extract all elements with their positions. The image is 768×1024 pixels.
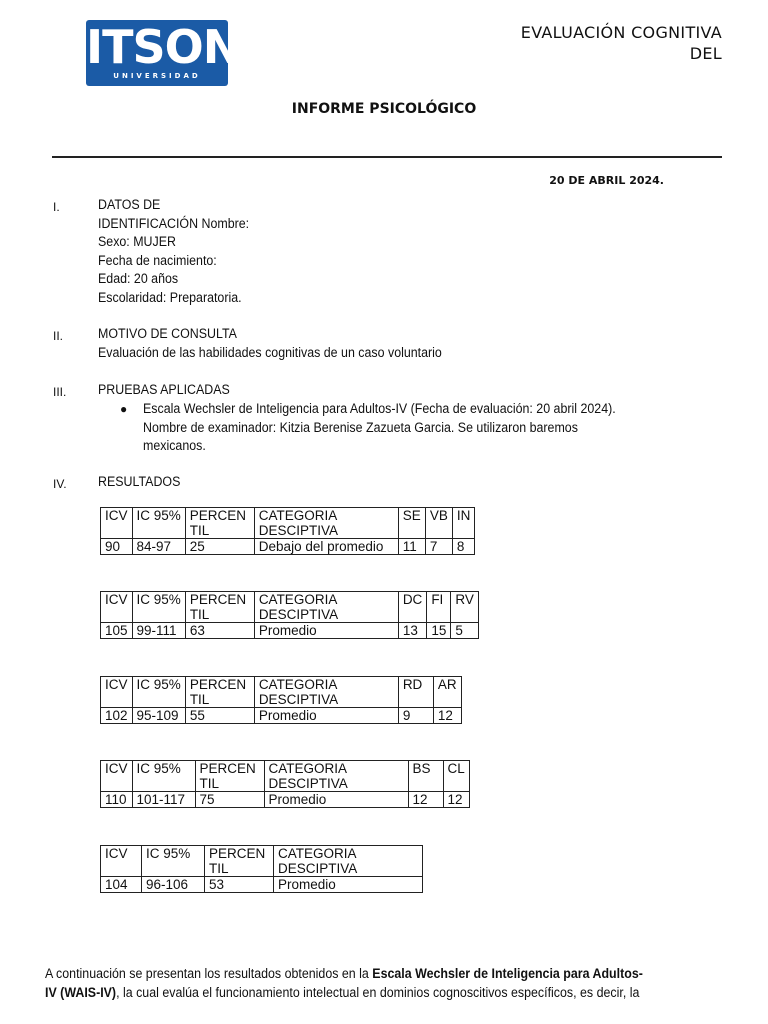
table-header-cell: IN [452,508,475,539]
table-header-cell [254,677,398,708]
results-table-1 [100,507,475,555]
category-header: CATEGORIA DESCIPTIVA [258,592,339,622]
section-4-number: IV. [53,477,67,491]
table-header-cell: ICV [101,846,142,877]
table-cell: Promedio [254,708,398,724]
table-cell: 12 [443,792,469,808]
paragraph-bold-text: Escala Wechsler de Inteligencia para Adultos- [372,966,643,981]
table-header-cell: RD [398,677,433,708]
bullet-line: mexicanos. [143,438,206,453]
section-1-line: Fecha de nacimiento: [98,252,217,268]
table-header-cell [185,592,254,623]
table-cell: 99-111 [132,623,185,639]
results-table-3 [100,676,462,724]
percentil-header: PERCENTIL [209,846,266,876]
table-header-cell: ICV [101,508,133,539]
results-table-4 [100,760,470,808]
table-header-cell [264,761,408,792]
results-table-2 [100,591,479,639]
section-1-line: DATOS DE [98,197,161,212]
section-3-title: PRUEBAS APLICADAS [98,382,230,397]
table-cell: 110 [101,792,133,808]
section-2-body [98,325,442,362]
table-header-cell: VB [425,508,452,539]
section-2-line: Evaluación de las habilidades cognitivas de un caso voluntario [98,344,442,360]
table-header-row [101,592,479,623]
table-header-cell: FI [427,592,451,623]
table-header-row [101,508,475,539]
section-3-bullet-text [143,400,616,456]
table-cell: 95-109 [132,708,185,724]
paragraph-line [45,964,643,983]
table-row [101,877,423,893]
paragraph-bold-text: IV (WAIS-IV) [45,985,117,1000]
table-header-cell [274,846,423,877]
table-cell: 75 [195,792,264,808]
table-cell: Debajo del promedio [254,539,398,555]
table-cell: Promedio [264,792,408,808]
percentil-header: PERCENTIL [189,677,247,707]
table-header-cell [254,508,398,539]
paragraph-text: , la cual evalúa el funcionamiento intelectual en dominios cognoscitivos específicos, es decir, la [116,985,640,1000]
paragraph-line [45,983,643,1002]
table-row [101,708,462,724]
table-header-cell: BS [408,761,443,792]
table-cell: 63 [185,623,254,639]
table-header-cell: CL [443,761,469,792]
section-2-title: MOTIVO DE CONSULTA [98,326,237,341]
percentil-header: PERCENTIL [199,761,256,791]
table-header-cell: IC 95% [142,846,205,877]
results-table-5 [100,845,423,893]
table-cell: 12 [433,708,461,724]
category-header: CATEGORIA DESCIPTIVA [258,677,339,707]
table-header-cell: ICV [101,761,133,792]
bullet-line: Nombre de examinador: Kitzia Berenise Zazueta Garcia. Se utilizaron baremos [143,419,578,435]
table-cell: 15 [427,623,451,639]
table-cell: 96-106 [142,877,205,893]
section-1-line: Sexo: MUJER [98,234,176,249]
table-header-cell [185,508,254,539]
percentil-header: PERCENTIL [189,508,247,538]
section-1-body [98,196,249,307]
table-row [101,623,479,639]
table-header-cell [195,761,264,792]
table-cell: 11 [398,539,425,555]
table-cell: 90 [101,539,133,555]
table-row [101,539,475,555]
table-cell: Promedio [254,623,398,639]
table-header-row [101,846,423,877]
table-header-cell: SE [398,508,425,539]
table-header-cell: IC 95% [132,508,185,539]
header-title-line1: EVALUACIÓN COGNITIVA [520,23,722,42]
table-row [101,792,470,808]
table-cell: 5 [451,623,479,639]
report-title: INFORME PSICOLÓGICO [291,101,477,117]
category-header: CATEGORIA DESCIPTIVA [268,761,348,791]
table-header-cell [205,846,274,877]
results-intro-paragraph [45,964,643,1002]
table-header-cell: RV [451,592,479,623]
table-header-cell: AR [433,677,461,708]
table-cell: 102 [101,708,133,724]
report-date: 20 DE ABRIL 2024. [549,174,664,187]
header-divider [52,156,722,158]
section-1-number: I. [53,200,60,214]
table-header-row [101,677,462,708]
section-1-line: Escolaridad: Preparatoria. [98,289,242,305]
table-cell: Promedio [274,877,423,893]
table-header-cell: DC [398,592,427,623]
table-header-cell [254,592,398,623]
table-cell: 55 [185,708,254,724]
section-1-line: Edad: 20 años [98,271,179,286]
table-cell: 105 [101,623,133,639]
section-4-title: RESULTADOS [98,474,181,489]
table-header-row [101,761,470,792]
table-header-cell: IC 95% [132,677,185,708]
logo-text: ITSON [86,20,241,74]
logo-subtext: UNIVERSIDAD [113,72,201,80]
table-cell: 101-117 [132,792,195,808]
table-header-cell: ICV [101,592,133,623]
table-cell: 7 [425,539,452,555]
bullet-dot-icon: ● [120,402,128,416]
table-cell: 25 [185,539,254,555]
itson-logo [86,20,241,86]
table-cell: 104 [101,877,142,893]
section-2-number: II. [53,329,64,343]
table-header-cell: IC 95% [132,761,195,792]
paragraph-text: A continuación se presentan los resultados obtenidos en la [45,966,373,981]
table-cell: 8 [452,539,475,555]
document-header-title [521,22,722,64]
section-1-line: IDENTIFICACIÓN Nombre: [98,215,250,231]
bullet-line: Escala Wechsler de Inteligencia para Adultos-IV (Fecha de evaluación: 20 abril 2024). [143,401,616,416]
section-3-number: III. [53,385,67,399]
table-cell: 53 [205,877,274,893]
header-title-line2: DEL [689,44,722,63]
table-cell: 12 [408,792,443,808]
table-header-cell: IC 95% [132,592,185,623]
table-header-cell: ICV [101,677,133,708]
table-cell: 84-97 [132,539,185,555]
category-header: CATEGORIA DESCIPTIVA [278,846,358,876]
table-cell: 13 [398,623,427,639]
table-header-cell [185,677,254,708]
percentil-header: PERCENTIL [189,592,247,622]
table-cell: 9 [398,708,433,724]
category-header: CATEGORIA DESCIPTIVA [258,508,339,538]
